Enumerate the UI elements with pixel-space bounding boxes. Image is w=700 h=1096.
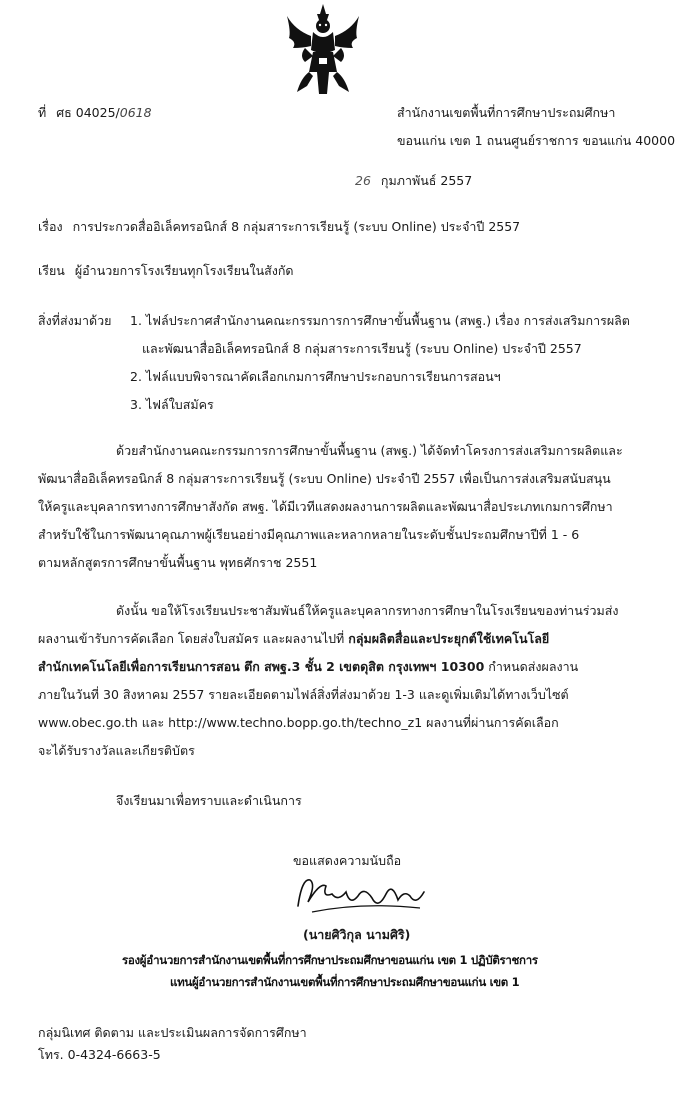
paragraph-1-line-4: สำหรับใช้ในการพัฒนาคุณภาพผู้เรียนอย่างมีคุณภาพและหลากหลายในระดับชั้นประถมศึกษาปีที่ 1 - 6 xyxy=(38,527,580,542)
attachment-item-2: 2. ไฟล์แบบพิจารณาคัดเลือกเกมการศึกษาประกอบการเรียนการสอนฯ xyxy=(130,369,501,384)
paragraph-1-line-1: ด้วยสำนักงานคณะกรรมการการศึกษาขั้นพื้นฐาน (สพฐ.) ได้จัดทำโครงการส่งเสริมการผลิตและ xyxy=(116,443,623,458)
signatory-position-line-1: รองผู้อำนวยการสำนักงานเขตพื้นที่การศึกษาประถมศึกษาขอนแก่น เขต 1 ปฏิบัติราชการ xyxy=(122,953,538,967)
document-date xyxy=(355,172,472,190)
reference-number: ศธ 04025/ xyxy=(56,105,120,120)
paragraph-2-line-2 xyxy=(38,630,549,648)
paragraph-1-line-5: ตามหลักสูตรการศึกษาขั้นพื้นฐาน พุทธศักราช 2551 xyxy=(38,555,318,570)
recipient-label: เรียน xyxy=(38,263,65,278)
attachments-label: สิ่งที่ส่งมาด้วย xyxy=(38,313,112,328)
paragraph-2-deadline-label: กำหนดส่งผลงาน xyxy=(484,659,579,674)
footer-department: กลุ่มนิเทศ ติดตาม และประเมินผลการจัดการศึกษา xyxy=(38,1025,307,1040)
subject-line xyxy=(38,218,520,236)
paragraph-1-line-2: พัฒนาสื่ออิเล็คทรอนิกส์ 8 กลุ่มสาระการเรียนรู้ (ระบบ Online) ประจำปี 2557 เพื่อเป็นการส่งเสริมสนับสนุน xyxy=(38,471,611,486)
paragraph-2-line-4: ภายในวันที่ 30 สิงหาคม 2557 รายละเอียดตามไฟล์สิ่งที่ส่งมาด้วย 1-3 และดูเพิ่มเติมได้ทางเว็บไซต์ xyxy=(38,687,569,702)
recipient-line xyxy=(38,262,294,280)
attachment-item-1: 1. ไฟล์ประกาศสำนักงานคณะกรรมการการศึกษาขั้นพื้นฐาน (สพฐ.) เรื่อง การส่งเสริมการผลิต xyxy=(130,313,630,328)
paragraph-2-line-5: www.obec.go.th และ http://www.techno.bopp.go.th/techno_z1 ผลงานที่ผ่านการคัดเลือก xyxy=(38,715,559,730)
signatory-name: (นายศิวิกุล นามศิริ) xyxy=(303,927,411,942)
subject-text: การประกวดสื่ออิเล็คทรอนิกส์ 8 กลุ่มสาระการเรียนรู้ (ระบบ Online) ประจำปี 2557 xyxy=(72,219,521,234)
recipient-text: ผู้อำนวยการโรงเรียนทุกโรงเรียนในสังกัด xyxy=(74,263,294,278)
office-line-2: ขอนแก่น เขต 1 ถนนศูนย์ราชการ ขอนแก่น 40000 xyxy=(397,133,676,148)
reference-label: ที่ xyxy=(38,105,47,120)
paragraph-1-line-3: ให้ครูและบุคลากรทางการศึกษาสังกัด สพฐ. ได้มีเวทีแสดงผลงานการผลิตและพัฒนาสื่อประเภทเกมการศึกษา xyxy=(38,499,613,514)
signatory-position-line-2: แทนผู้อำนวยการสำนักงานเขตพื้นที่การศึกษาประถมศึกษาขอนแก่น เขต 1 xyxy=(170,975,520,989)
paragraph-2-bold-address-1: กลุ่มผลิตสื่อและประยุกต์ใช้เทคโนโลยี xyxy=(348,631,550,646)
date-day-handwritten: 26 xyxy=(355,173,371,188)
paragraph-2-bold-address-2: สำนักเทคโนโลยีเพื่อการเรียนการสอน ตึก สพฐ.3 ชั้น 2 เขตดุสิต กรุงเทพฯ 10300 xyxy=(38,659,485,674)
attachment-item-3: 3. ไฟล์ใบสมัคร xyxy=(130,397,214,412)
paragraph-2-line-3 xyxy=(38,658,578,676)
attachment-item-1-continued: และพัฒนาสื่ออิเล็คทรอนิกส์ 8 กลุ่มสาระการเรียนรู้ (ระบบ Online) ประจำปี 2557 xyxy=(142,341,582,356)
closing-line: จึงเรียนมาเพื่อทราบและดำเนินการ xyxy=(116,793,302,808)
subject-label: เรื่อง xyxy=(38,219,63,234)
handwritten-signature xyxy=(292,872,432,918)
office-line-1: สำนักงานเขตพื้นที่การศึกษาประถมศึกษา xyxy=(397,105,616,120)
reference-handwritten-number: 0618 xyxy=(119,105,152,120)
date-month-year: กุมภาพันธ์ 2557 xyxy=(380,173,473,188)
reference-line xyxy=(38,104,152,122)
paragraph-2-line-6: จะได้รับรางวัลและเกียรติบัตร xyxy=(38,743,195,758)
paragraph-2-line-1: ดังนั้น ขอให้โรงเรียนประชาสัมพันธ์ให้ครูและบุคลากรทางการศึกษาในโรงเรียนของท่านร่วมส่ง xyxy=(116,603,619,618)
garuda-emblem-icon xyxy=(283,2,363,98)
footer-phone: โทร. 0-4324-6663-5 xyxy=(38,1047,161,1062)
paragraph-2-line-2-text: ผลงานเข้ารับการคัดเลือก โดยส่งใบสมัคร และผลงานไปที่ xyxy=(38,631,349,646)
regards-line: ขอแสดงความนับถือ xyxy=(293,853,402,868)
